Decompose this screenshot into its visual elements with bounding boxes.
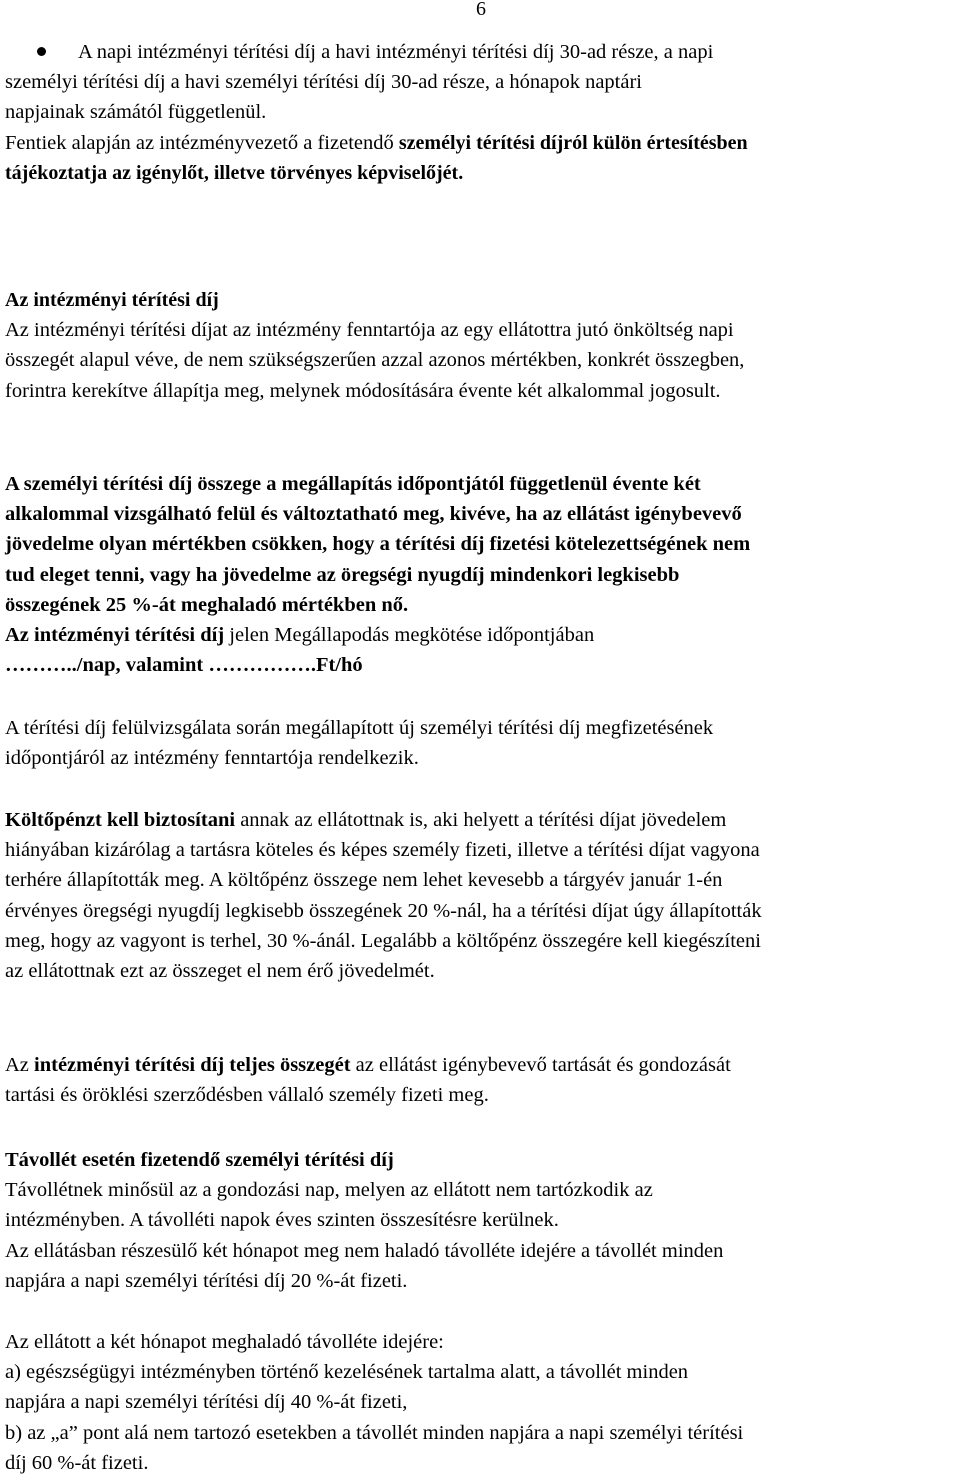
full-fee-paragraph bbox=[5, 1050, 957, 1110]
fee-period-paragraph bbox=[5, 37, 957, 188]
bullet-icon bbox=[37, 47, 46, 56]
text-segment: Az bbox=[5, 1054, 35, 1076]
text-line: jövedelme olyan mértékben csökken, hogy a térítési díj fizetési kötelezettségének nem bbox=[5, 533, 751, 556]
fee-revision-paragraph bbox=[5, 713, 957, 773]
institutional-fee-section bbox=[5, 285, 957, 406]
text-line: díj 60 %-át fizeti. bbox=[5, 1451, 149, 1474]
text-line: Távollétnek minősül az a gondozási nap, melyen az ellátott nem tartózkodik az bbox=[5, 1179, 653, 1202]
text-line: Az intézményi térítési díjat az intézmény fenntartója az egy ellátottra jutó önköltség napi bbox=[5, 319, 734, 342]
text-line: napjainak számától függetlenül. bbox=[5, 101, 267, 124]
pocket-money-paragraph bbox=[5, 805, 957, 986]
text-line bbox=[5, 128, 957, 158]
text-line: b) az „a” pont alá nem tartozó esetekben a távollét minden napjára a napi személyi térítési bbox=[5, 1421, 744, 1444]
text-line bbox=[5, 805, 957, 835]
text-line: napjára a napi személyi térítési díj 40 %-át fizeti, bbox=[5, 1391, 408, 1414]
text-line bbox=[5, 620, 957, 650]
text-line: érvényes öregségi nyugdíj legkisebb összegének 20 %-nál, ha a térítési díjat úgy állapították bbox=[5, 899, 762, 922]
bold-segment: Az intézményi térítési díj bbox=[5, 624, 225, 647]
text-line: időpontjáról az intézmény fenntartója rendelkezik. bbox=[5, 747, 419, 770]
text-line bbox=[5, 1050, 957, 1080]
text-line: A személyi térítési díj összege a megállapítás időpontjától függetlenül évente két bbox=[5, 473, 701, 495]
text-line: forintra kerekítve állapítja meg, melynek módosítására évente két alkalommal jogosult. bbox=[5, 379, 721, 402]
text-segment: az ellátást igénybevevő tartását és gondozását bbox=[350, 1054, 731, 1076]
long-absence-section bbox=[5, 1327, 957, 1478]
bold-segment: személyi térítési díjról külön értesítésben bbox=[398, 131, 748, 154]
text-line: meg, hogy az vagyont is terhel, 30 %-ánál. Legalább a költőpénz összegére kell kiegészíteni bbox=[5, 929, 761, 952]
section-heading: Távollét esetén fizetendő személyi térítési díj bbox=[5, 1149, 394, 1171]
text-line: A napi intézményi térítési díj a havi intézményi térítési díj 30-ad része, a napi bbox=[78, 41, 714, 63]
text-line: tud eleget tenni, vagy ha jövedelme az öregségi nyugdíj mindenkori legkisebb bbox=[5, 563, 680, 586]
absence-fee-section bbox=[5, 1145, 957, 1296]
text-segment: Fentiek alapján az intézményvezető a fizetendő bbox=[5, 131, 399, 154]
text-line: tartási és öröklési szerződésben vállaló személy fizeti meg. bbox=[5, 1084, 489, 1107]
text-line: tájékoztatja az igénylőt, illetve törvényes képviselőjét. bbox=[5, 161, 464, 184]
text-line: összegének 25 %-át meghaladó mértékben nő. bbox=[5, 593, 409, 616]
text-line: az ellátottnak ezt az összeget el nem érő jövedelmét. bbox=[5, 960, 435, 983]
text-line: intézményben. A távolléti napok éves szinten összesítésre kerülnek. bbox=[5, 1209, 559, 1232]
text-segment: annak az ellátottnak is, aki helyett a térítési díjat jövedelem bbox=[235, 809, 727, 831]
personal-fee-review-section bbox=[5, 469, 957, 680]
text-line: személyi térítési díj a havi személyi térítési díj 30-ad része, a hónapok naptári bbox=[5, 71, 642, 94]
text-line: a) egészségügyi intézményben történő kezelésének tartalma alatt, a távollét minden bbox=[5, 1361, 689, 1384]
text-line: terhére állapították meg. A költőpénz összege nem lehet kevesebb a tárgyév január 1-én bbox=[5, 869, 723, 892]
bold-segment: intézményi térítési díj teljes összegét bbox=[34, 1054, 351, 1076]
bold-segment: Költőpénzt kell biztosítani bbox=[5, 809, 236, 831]
fee-amount-line: ………../nap, valamint …………….Ft/hó bbox=[5, 654, 363, 677]
text-line: A térítési díj felülvizsgálata során megállapított új személyi térítési díj megfizetésének bbox=[5, 717, 714, 739]
text-segment: jelen Megállapodás megkötése időpontjában bbox=[224, 624, 595, 647]
text-line: Az ellátott a két hónapot meghaladó távolléte idejére: bbox=[5, 1331, 444, 1353]
section-heading: Az intézményi térítési díj bbox=[5, 289, 219, 311]
page-number: 6 bbox=[476, 0, 486, 20]
text-line: napjára a napi személyi térítési díj 20 %-át fizeti. bbox=[5, 1269, 408, 1292]
text-line: hiányában kizárólag a tartásra köteles és képes személy fizeti, illetve a térítési díjat vagyona bbox=[5, 839, 760, 862]
bullet-line bbox=[5, 37, 957, 67]
text-line: összegét alapul véve, de nem szükségszerűen azzal azonos mértékben, konkrét összegben, bbox=[5, 349, 745, 372]
text-line: Az ellátásban részesülő két hónapot meg nem haladó távolléte idejére a távollét minden bbox=[5, 1239, 724, 1262]
text-line: alkalommal vizsgálható felül és változtatható meg, kivéve, ha az ellátást igénybevevő bbox=[5, 503, 742, 526]
